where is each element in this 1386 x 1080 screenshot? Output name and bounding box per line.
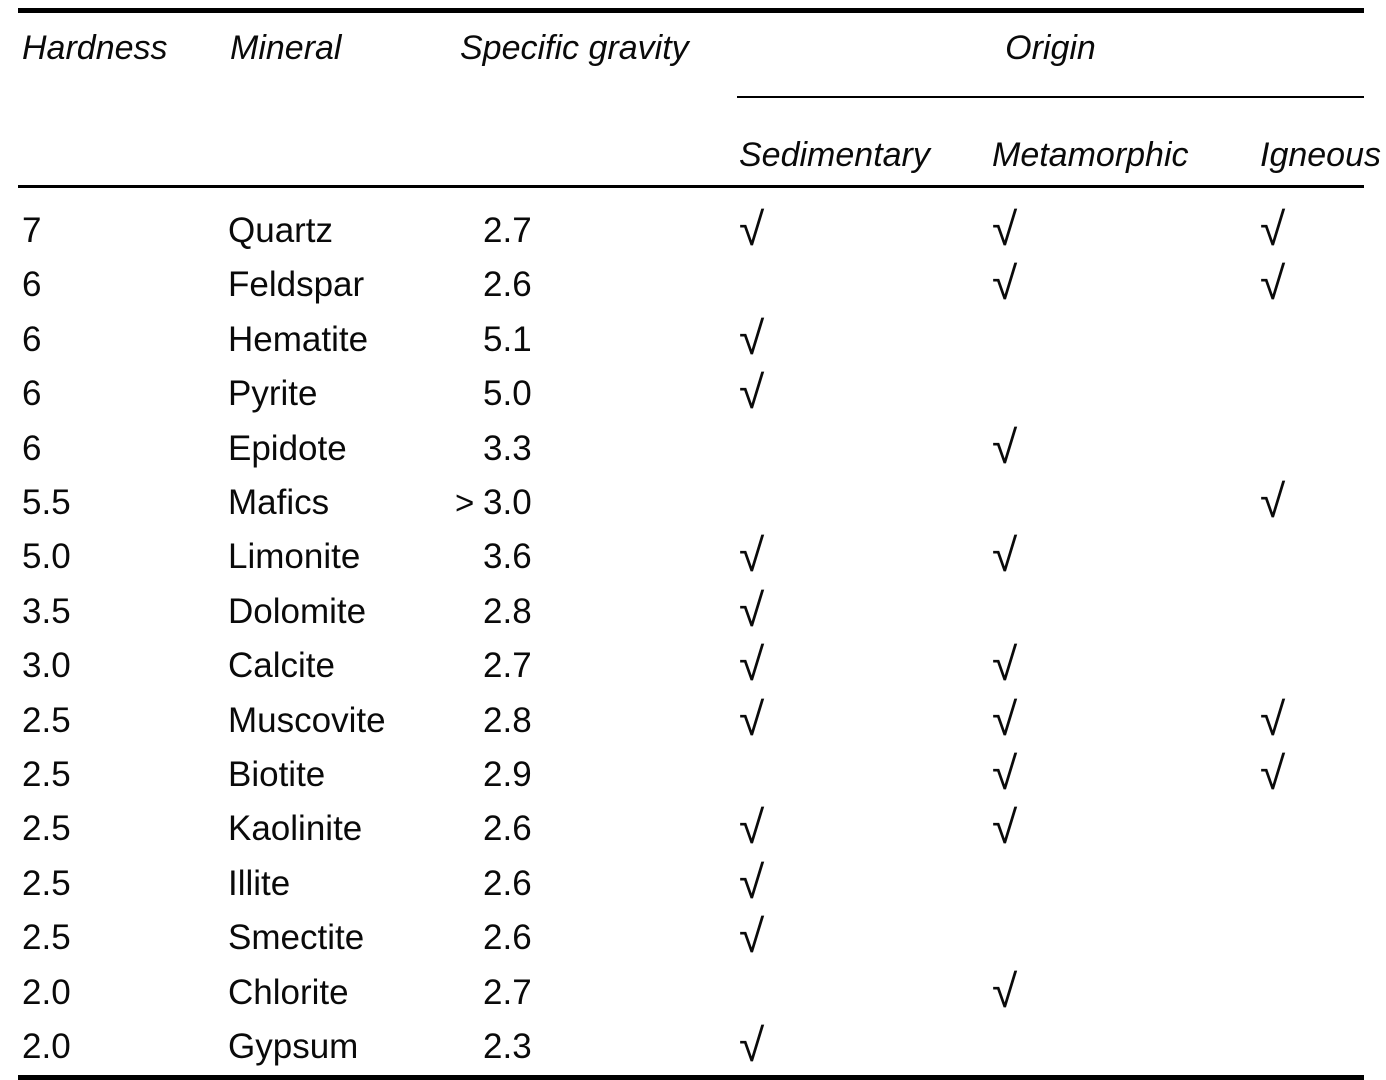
igneous-check-cell [1258,639,1364,693]
table-row [18,476,1364,530]
sedimentary-check-cell [737,966,990,1020]
table-row [18,748,1364,802]
checkmark-icon: √ [992,964,1018,1017]
greater-than-sign: > [455,484,475,522]
checkmark-icon: √ [1260,747,1286,800]
col-group-header-origin: Origin [737,11,1364,98]
specific-gravity-cell: 2.9 [483,755,532,795]
checkmark-icon: √ [739,529,765,582]
sedimentary-check-cell [737,857,990,911]
mineral-cell: Feldspar [228,265,365,305]
hardness-cell: 2.5 [22,755,71,795]
mineral-cell: Smectite [228,918,365,958]
hardness-cell: 5.5 [22,483,71,523]
sedimentary-check-cell [737,476,990,530]
col-header-specific-gravity: Specific gravity [460,29,689,67]
specific-gravity-cell: 2.7 [483,211,532,250]
hardness-cell: 6 [22,428,42,468]
table-body [18,187,1364,1078]
specific-gravity-cell: 5.0 [483,374,532,414]
igneous-check-cell [1258,422,1364,476]
table-row [18,857,1364,911]
metamorphic-check-cell [990,187,1258,259]
table-row [18,1020,1364,1077]
hardness-cell: 2.5 [22,700,71,740]
metamorphic-check-cell [990,639,1258,693]
col-header-igneous: Igneous [1260,136,1381,174]
sedimentary-check-cell [737,639,990,693]
hardness-cell: 3.0 [22,646,71,686]
checkmark-icon: √ [739,855,765,908]
hardness-cell: 6 [22,265,42,305]
igneous-check-cell [1258,748,1364,802]
hardness-cell: 2.0 [22,1027,71,1067]
hardness-cell: 6 [22,374,42,414]
checkmark-icon: √ [739,692,765,745]
sedimentary-check-cell [737,585,990,639]
table-row [18,966,1364,1020]
specific-gravity-cell: 2.3 [483,1027,532,1067]
igneous-check-cell [1258,966,1364,1020]
checkmark-icon: √ [739,203,765,255]
sedimentary-check-cell [737,802,990,856]
sedimentary-check-cell [737,694,990,748]
checkmark-icon: √ [739,583,765,636]
specific-gravity-cell: 2.7 [483,972,532,1012]
checkmark-icon: √ [1260,203,1286,255]
igneous-check-cell [1258,367,1364,421]
col-header-hardness: Hardness [22,29,168,67]
table-row [18,530,1364,584]
specific-gravity-cell: 3.3 [483,428,532,468]
checkmark-icon: √ [739,801,765,854]
mineral-cell: Gypsum [228,1027,359,1067]
igneous-check-cell [1258,476,1364,530]
sedimentary-check-cell [737,1020,990,1077]
igneous-check-cell [1258,1020,1364,1077]
specific-gravity-cell: 5.1 [483,319,532,359]
specific-gravity-cell: 2.6 [483,265,532,305]
checkmark-icon: √ [992,692,1018,745]
specific-gravity-cell: 2.6 [483,918,532,958]
hardness-cell: 6 [22,319,42,359]
checkmark-icon: √ [992,420,1018,473]
igneous-check-cell [1258,911,1364,965]
checkmark-icon: √ [992,638,1018,691]
hardness-cell: 3.5 [22,591,71,631]
mineral-cell: Pyrite [228,374,318,414]
checkmark-icon: √ [739,910,765,963]
mineral-cell: Biotite [228,755,326,795]
table-row [18,367,1364,421]
sedimentary-check-cell [737,530,990,584]
table-row [18,911,1364,965]
sedimentary-check-cell [737,748,990,802]
table-row [18,694,1364,748]
checkmark-icon: √ [1260,257,1286,310]
table-row [18,639,1364,693]
igneous-check-cell [1258,530,1364,584]
mineral-cell: Quartz [228,211,334,250]
checkmark-icon: √ [1260,692,1286,745]
table-row [18,422,1364,476]
hardness-cell: 2.5 [22,918,71,958]
checkmark-icon: √ [739,311,765,364]
specific-gravity-cell: 2.8 [483,700,532,740]
igneous-check-cell [1258,857,1364,911]
metamorphic-check-cell [990,476,1258,530]
hardness-cell: 2.5 [22,809,71,849]
igneous-check-cell [1258,313,1364,367]
mineral-cell: Muscovite [228,700,386,740]
table-row [18,187,1364,259]
metamorphic-check-cell [990,313,1258,367]
checkmark-icon: √ [992,203,1018,255]
table-row [18,802,1364,856]
sedimentary-check-cell [737,187,990,259]
hardness-cell: 2.0 [22,972,71,1012]
metamorphic-check-cell [990,367,1258,421]
mineral-cell: Hematite [228,319,369,359]
sedimentary-check-cell [737,367,990,421]
metamorphic-check-cell [990,530,1258,584]
mineral-cell: Calcite [228,646,335,686]
metamorphic-check-cell [990,966,1258,1020]
igneous-check-cell [1258,187,1364,259]
mineral-cell: Limonite [228,537,361,577]
metamorphic-check-cell [990,857,1258,911]
mineral-properties-table [18,8,1381,1080]
sedimentary-check-cell [737,911,990,965]
hardness-cell: 5.0 [22,537,71,577]
mineral-cell: Dolomite [228,591,367,631]
table-row [18,585,1364,639]
mineral-cell: Chlorite [228,972,349,1012]
igneous-check-cell [1258,694,1364,748]
checkmark-icon: √ [739,638,765,691]
metamorphic-check-cell [990,258,1258,312]
hardness-cell: 2.5 [22,863,71,903]
igneous-check-cell [1258,258,1364,312]
checkmark-icon: √ [1260,475,1286,528]
checkmark-icon: √ [739,366,765,419]
table-row [18,313,1364,367]
sedimentary-check-cell [737,313,990,367]
mineral-cell: Illite [228,863,291,903]
specific-gravity-cell: 2.7 [483,646,532,686]
mineral-cell: Kaolinite [228,809,363,849]
col-header-metamorphic: Metamorphic [992,136,1189,174]
table-header [18,11,1381,187]
metamorphic-check-cell [990,422,1258,476]
sedimentary-check-cell [737,422,990,476]
header-row-top [18,11,1364,98]
igneous-check-cell [1258,585,1364,639]
checkmark-icon: √ [739,1019,765,1072]
mineral-cell: Epidote [228,428,347,468]
metamorphic-check-cell [990,585,1258,639]
metamorphic-check-cell [990,911,1258,965]
specific-gravity-cell: 2.8 [483,591,532,631]
metamorphic-check-cell [990,1020,1258,1077]
metamorphic-check-cell [990,694,1258,748]
checkmark-icon: √ [992,801,1018,854]
col-header-sedimentary: Sedimentary [739,136,930,174]
specific-gravity-cell: > 3.0 [456,476,737,530]
igneous-check-cell [1258,802,1364,856]
specific-gravity-cell: 2.6 [483,863,532,903]
col-header-mineral: Mineral [230,29,342,67]
metamorphic-check-cell [990,802,1258,856]
checkmark-icon: √ [992,747,1018,800]
checkmark-icon: √ [992,529,1018,582]
checkmark-icon: √ [992,257,1018,310]
specific-gravity-cell: 2.6 [483,809,532,849]
specific-gravity-cell: 3.6 [483,537,532,577]
sedimentary-check-cell [737,258,990,312]
table-row [18,258,1364,312]
hardness-cell: 7 [22,211,42,250]
mineral-cell: Mafics [228,483,330,523]
metamorphic-check-cell [990,748,1258,802]
